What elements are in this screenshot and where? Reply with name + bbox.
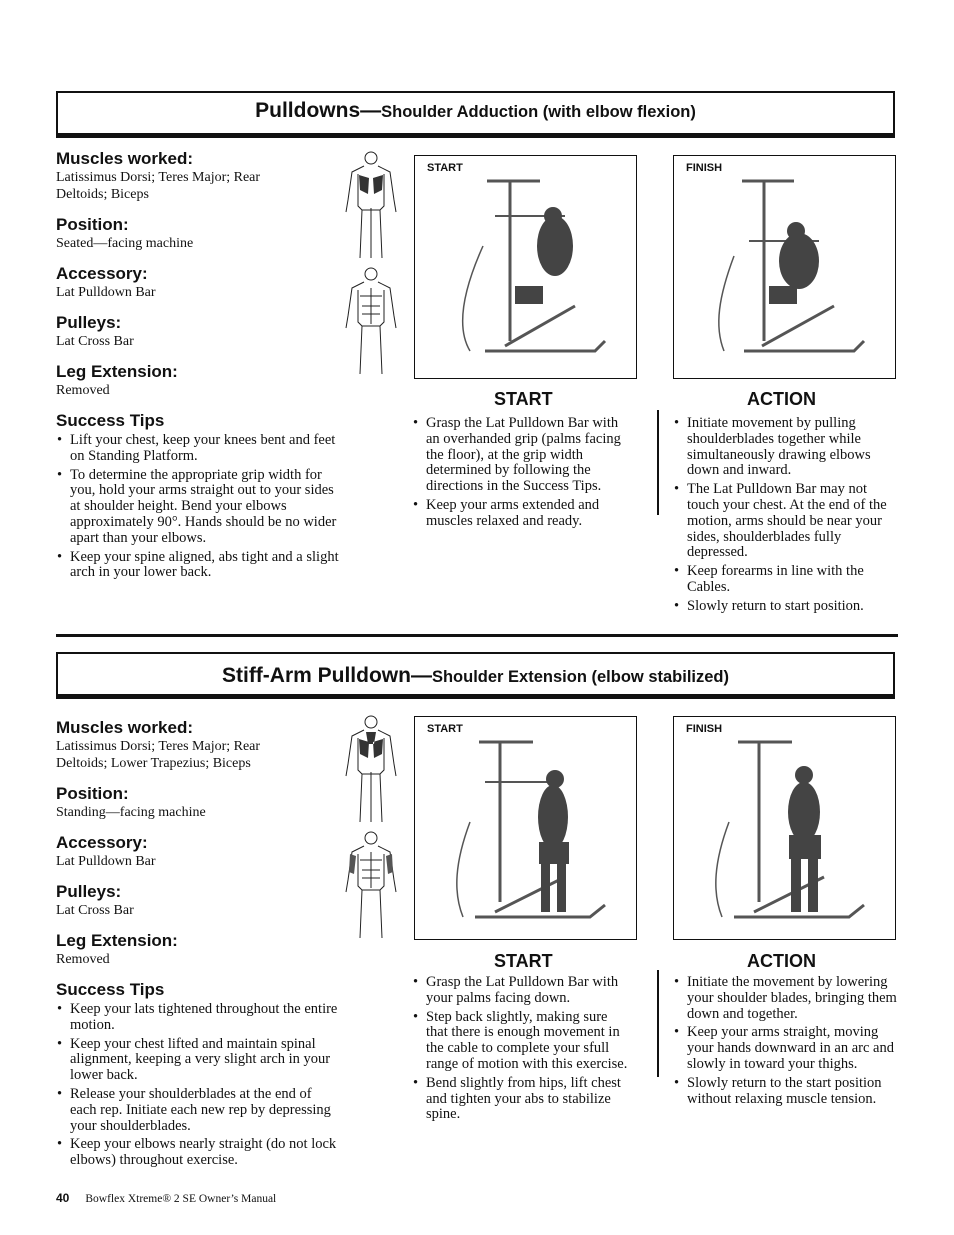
accessory-value: Lat Pulldown Bar bbox=[56, 854, 156, 869]
pulleys-value: Lat Cross Bar bbox=[56, 903, 134, 918]
photo-start-stiff-arm bbox=[414, 716, 637, 940]
list-item: • Grasp the Lat Pulldown Bar with an overhanded grip (palms facing the floor), at the grip width determined by following the directions in the Success Tips. bbox=[412, 416, 632, 495]
list-item: • Keep your spine aligned, abs tight and a slight arch in your lower back. bbox=[56, 550, 341, 582]
success-tips-list bbox=[56, 1002, 341, 1169]
section-1-subtitle: Shoulder Adduction (with elbow flexion) bbox=[381, 103, 696, 121]
photo-finish-label: FINISH bbox=[686, 162, 723, 174]
machine-illustration bbox=[415, 717, 637, 940]
page-footer bbox=[56, 1191, 276, 1205]
action-heading: ACTION bbox=[747, 951, 816, 971]
muscles-label: Muscles worked: bbox=[56, 149, 193, 168]
list-item: • Slowly return to the start position without relaxing muscle tension. bbox=[673, 1076, 897, 1108]
section-2-subtitle: Shoulder Extension (elbow stabilized) bbox=[431, 668, 730, 686]
list-item: • Keep your lats tightened throughout the entire motion. bbox=[56, 1002, 341, 1034]
pulleys-label: Pulleys: bbox=[56, 313, 122, 332]
anatomy-front-figure bbox=[344, 830, 398, 947]
column-divider bbox=[657, 410, 659, 515]
position-value: Standing—facing machine bbox=[56, 805, 206, 820]
muscles-value: Latissimus Dorsi; Teres Major; Rear Deltoids; Biceps bbox=[56, 170, 261, 202]
action-bullets bbox=[673, 416, 899, 618]
anatomy-back-figure bbox=[344, 150, 398, 267]
list-item: • Keep your elbows nearly straight (do not lock elbows) throughout exercise. bbox=[56, 1137, 341, 1169]
machine-illustration bbox=[415, 156, 637, 379]
position-label: Position: bbox=[56, 784, 129, 803]
leg-extension-value: Removed bbox=[56, 383, 110, 398]
anatomy-front-figure bbox=[344, 266, 398, 383]
section-divider bbox=[56, 634, 898, 637]
section-1-title: Pulldowns— bbox=[255, 99, 382, 122]
muscles-label: Muscles worked: bbox=[56, 718, 193, 737]
position-label: Position: bbox=[56, 215, 129, 234]
pulleys-label: Pulleys: bbox=[56, 882, 122, 901]
accessory-label: Accessory: bbox=[56, 264, 148, 283]
leg-extension-label: Leg Extension: bbox=[56, 931, 178, 950]
pulleys-value: Lat Cross Bar bbox=[56, 334, 134, 349]
action-bullets bbox=[673, 975, 897, 1110]
list-item: • Initiate movement by pulling shoulderblades together while simultaneously drawing elbows down and inward. bbox=[673, 416, 899, 479]
anatomy-back-figure bbox=[344, 714, 398, 831]
list-item: • To determine the appropriate grip width for you, hold your arms straight out to your sides at shoulder height. Bend your elbows approximately 90°. Hands should be no wider apart than your elbows. bbox=[56, 468, 341, 547]
section-2-title-box bbox=[56, 652, 895, 699]
section-2-info bbox=[56, 718, 341, 1172]
success-tips-label: Success Tips bbox=[56, 980, 165, 999]
start-bullets bbox=[412, 975, 632, 1126]
action-heading: ACTION bbox=[747, 389, 816, 409]
list-item: • Keep your arms extended and muscles relaxed and ready. bbox=[412, 498, 632, 530]
list-item: • Bend slightly from hips, lift chest and tighten your abs to stabilize spine. bbox=[412, 1076, 632, 1123]
muscles-value: Latissimus Dorsi; Teres Major; Rear Deltoids; Lower Trapezius; Biceps bbox=[56, 739, 261, 771]
section-1-info bbox=[56, 149, 341, 584]
machine-illustration bbox=[674, 717, 896, 940]
list-item: • Keep your arms straight, moving your hands downward in an arc and slowly in toward your thighs. bbox=[673, 1025, 897, 1072]
section-2-title: Stiff-Arm Pulldown— bbox=[221, 664, 432, 687]
list-item: • Lift your chest, keep your knees bent and feet on Standing Platform. bbox=[56, 433, 341, 465]
page-number: 40 bbox=[56, 1191, 70, 1205]
photo-start-label: START bbox=[427, 162, 463, 174]
photo-finish-label: FINISH bbox=[686, 723, 723, 735]
photo-start-label: START bbox=[427, 723, 463, 735]
section-1-title-box bbox=[56, 91, 895, 138]
start-heading: START bbox=[494, 951, 553, 971]
leg-extension-label: Leg Extension: bbox=[56, 362, 178, 381]
photo-finish-pulldowns bbox=[673, 155, 896, 379]
photo-finish-stiff-arm bbox=[673, 716, 896, 940]
machine-illustration bbox=[674, 156, 896, 379]
success-tips-list bbox=[56, 433, 341, 581]
start-bullets bbox=[412, 416, 632, 533]
column-divider bbox=[657, 970, 659, 1077]
list-item: • Keep forearms in line with the Cables. bbox=[673, 564, 899, 596]
manual-title: Bowflex Xtreme® 2 SE Owner’s Manual bbox=[85, 1193, 277, 1205]
start-heading: START bbox=[494, 389, 553, 409]
list-item: • Slowly return to start position. bbox=[673, 599, 899, 615]
success-tips-label: Success Tips bbox=[56, 411, 165, 430]
list-item: • Grasp the Lat Pulldown Bar with your palms facing down. bbox=[412, 975, 632, 1007]
position-value: Seated—facing machine bbox=[56, 236, 194, 251]
list-item: • Release your shoulderblades at the end of each rep. Initiate each new rep by depressing your shoulderblades. bbox=[56, 1087, 341, 1134]
list-item: • Keep your chest lifted and maintain spinal alignment, keeping a very slight arch in your lower back. bbox=[56, 1037, 341, 1084]
accessory-label: Accessory: bbox=[56, 833, 148, 852]
accessory-value: Lat Pulldown Bar bbox=[56, 285, 156, 300]
list-item: • The Lat Pulldown Bar may not touch your chest. At the end of the motion, arms should be near your sides, shoulderblades fully depressed. bbox=[673, 482, 899, 561]
list-item: • Initiate the movement by lowering your shoulder blades, bringing them down and together. bbox=[673, 975, 897, 1022]
leg-extension-value: Removed bbox=[56, 952, 110, 967]
photo-start-pulldowns bbox=[414, 155, 637, 379]
list-item: • Step back slightly, making sure that there is enough movement in the cable to complete your sfull range of motion with this exercise. bbox=[412, 1010, 632, 1073]
